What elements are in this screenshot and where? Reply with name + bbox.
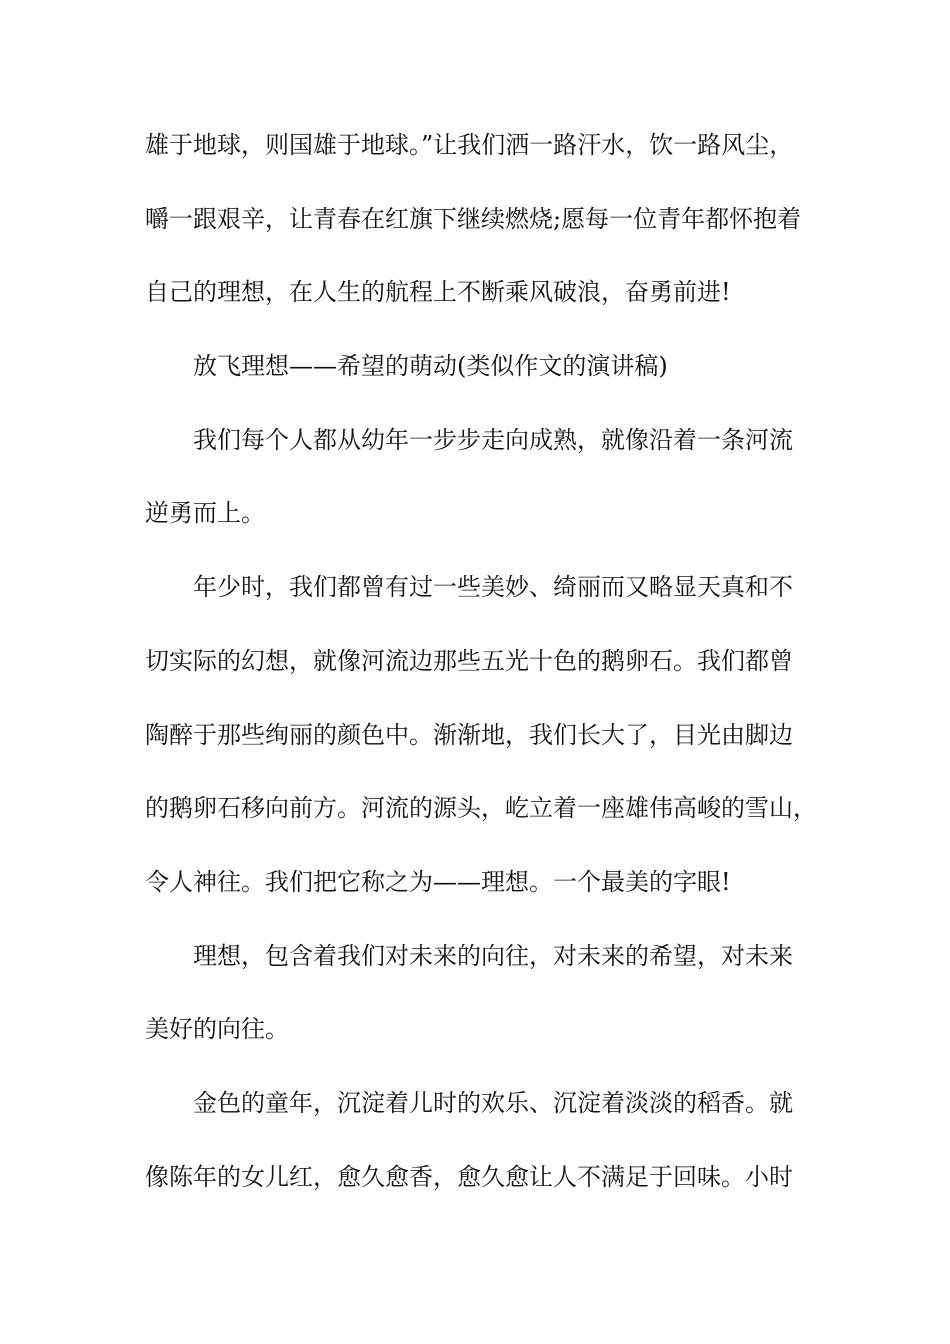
text-line: 理想，包含着我们对未来的向往，对未来的希望，对未来: [193, 941, 793, 970]
text-line: 的鹅卵石移向前方。河流的源头，屹立着一座雄伟高峻的雪山，: [145, 794, 817, 823]
text-line: 雄于地球，则国雄于地球。”让我们洒一路汗水，饮一路风尘，: [145, 131, 794, 159]
text-line: 我们每个人都从幼年一步步走向成熟，就像沿着一条河流: [193, 425, 793, 454]
text-line: 像陈年的女儿红，愈久愈香，愈久愈让人不满足于回味。小时: [145, 1162, 793, 1191]
text-line: 切实际的幻想，就像河流边那些五光十色的鹅卵石。我们都曾: [145, 646, 793, 675]
text-line: 美好的向往。: [145, 1015, 289, 1044]
section-title: 放飞理想——希望的萌动(类似作文的演讲稿): [193, 352, 668, 381]
text-line: 令人神往。我们把它称之为——理想。一个最美的字眼!: [145, 867, 731, 896]
text-line: 金色的童年，沉淀着儿时的欢乐、沉淀着淡淡的稻香。就: [193, 1088, 793, 1117]
text-line: 自己的理想，在人生的航程上不断乘风破浪，奋勇前进!: [145, 278, 731, 307]
text-line: 逆勇而上。: [145, 499, 265, 528]
text-line: 嚼一跟艰辛，让青春在红旗下继续燃烧;愿每一位青年都怀抱着: [145, 204, 802, 233]
text-line: 年少时，我们都曾有过一些美妙、绮丽而又略显天真和不: [193, 573, 793, 602]
body-text: [145, 127, 830, 1232]
text-line: 陶醉于那些绚丽的颜色中。渐渐地，我们长大了，目光由脚边: [145, 720, 793, 749]
